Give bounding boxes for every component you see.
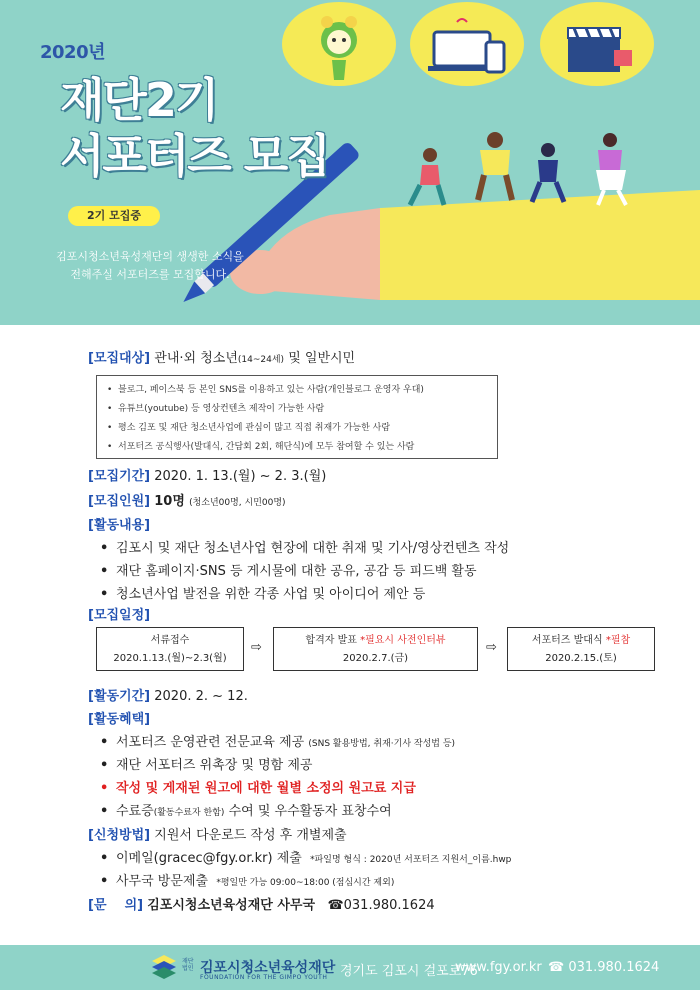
target-item: • 평소 김포 및 재단 청소년사업에 관심이 많고 직접 취재가 가능한 사람 — [107, 423, 391, 433]
contact-row — [88, 894, 435, 913]
contact-heading: [문 의] — [88, 898, 144, 913]
schedule-step-title: 서포터즈 발대식 *필참 — [531, 635, 631, 646]
activity-item: • 청소년사업 발전을 위한 각종 사업 및 아이디어 제안 등 — [100, 587, 426, 602]
count-row — [88, 490, 286, 509]
benefits-heading-row — [88, 708, 150, 727]
target-item: • 블로그, 페이스북 등 본인 SNS를 이용하고 있는 사람(개인블로그 운영자 우대) — [107, 385, 424, 395]
target-age: (14~24세) — [237, 355, 285, 365]
hero-description — [30, 248, 270, 284]
activity-item: • 재단 홈페이지·SNS 등 게시물에 대한 공유, 공감 등 피드백 활동 — [100, 564, 477, 579]
benefit-item: • 수료증(활동수료자 한함) 수여 및 우수활동자 표창수여 — [100, 804, 392, 819]
schedule-step-title: 서류접수 — [150, 635, 190, 646]
target-detail-box — [96, 375, 498, 459]
apply-visit-item: • 사무국 방문제출 *평일만 가능 09:00~18:00 (점심시간 제외) — [100, 874, 395, 889]
activity-heading: [활동내용] — [88, 518, 151, 533]
activity-heading-row — [88, 514, 150, 533]
page-title-line2: 서포터즈 모집 — [60, 129, 329, 183]
apply-row — [88, 824, 347, 843]
benefit-item: • 서포터즈 운영관련 전문교육 제공 (SNS 활용방법, 취재·기사 작성법 등) — [100, 735, 456, 750]
schedule-step-title: 합격자 발표 *필요시 사전인터뷰 — [305, 635, 446, 646]
contact-phone: ☎031.980.1624 — [327, 898, 435, 913]
schedule-step-date: 2020.2.15.(토) — [545, 653, 617, 664]
footer — [0, 945, 700, 990]
target-heading: [모집대상] — [88, 351, 151, 366]
footer-address: 경기도 김포시 걸포로76 — [340, 964, 478, 979]
target-text: 관내·외 청소년 — [154, 351, 238, 366]
period-heading: [모집기간] — [88, 469, 151, 484]
page-title-line1: 재단2기 — [60, 73, 218, 127]
footer-org: 김포시청소년육성재단 — [200, 960, 336, 976]
benefit-item: • 재단 서포터즈 위촉장 및 명함 제공 — [100, 758, 313, 773]
apply-email-item: • 이메일(gracec@fgy.or.kr) 제출 *파일명 형식 : 2020년 서포터즈 지원서_이름.hwp — [100, 851, 512, 866]
schedule-step — [507, 627, 655, 671]
schedule-heading: [모집일정] — [88, 608, 151, 623]
schedule-step — [96, 627, 244, 671]
period-row — [88, 465, 326, 484]
apply-text: 지원서 다운로드 작성 후 개별제출 — [154, 828, 347, 843]
arrow-right-icon: ⇨ — [486, 640, 497, 655]
benefits-heading: [활동혜택] — [88, 712, 151, 727]
schedule-step-date: 2020.1.13.(월)~2.3(월) — [113, 653, 227, 664]
period-text: 2020. 1. 13.(월) ~ 2. 3.(월) — [154, 469, 327, 484]
benefit-item-highlight: • 작성 및 게재된 원고에 대한 월별 소정의 원고료 지급 — [100, 781, 416, 796]
footer-phone: ☎ 031.980.1624 — [548, 960, 660, 975]
contact-org: 김포시청소년육성재단 사무국 — [147, 898, 316, 913]
hero-banner — [0, 0, 700, 325]
target-row — [88, 347, 355, 366]
hero-desc-line2: 전해주실 서포터즈를 모집합니다. — [70, 268, 230, 281]
arrow-right-icon: ⇨ — [251, 640, 262, 655]
footer-small-label: 재단 법인 — [182, 958, 194, 972]
target-item: • 유튜브(youtube) 등 영상컨텐츠 제작이 가능한 사람 — [107, 404, 325, 414]
footer-org-english: FOUNDATION FOR THE GIMPO YOUTH — [200, 974, 328, 981]
schedule-heading-row — [88, 604, 150, 623]
count-heading: [모집인원] — [88, 494, 151, 509]
year-label: 2020년 — [40, 42, 105, 63]
schedule-step — [273, 627, 478, 671]
count-detail: (청소년00명, 시민00명) — [189, 498, 286, 508]
mascot-circle — [282, 2, 396, 86]
activity-item: • 김포시 및 재단 청소년사업 현장에 대한 취재 및 기사/영상컨텐츠 작성 — [100, 541, 510, 556]
act-period-heading: [활동기간] — [88, 689, 151, 704]
foundation-logo-icon — [150, 953, 178, 983]
schedule-step-date: 2020.2.7.(금) — [342, 653, 409, 664]
count-value: 10명 — [154, 494, 185, 509]
act-period-text: 2020. 2. ~ 12. — [154, 689, 248, 704]
target-item: • 서포터즈 공식행사(발대식, 간담회 2회, 해단식)에 모두 참여할 수 있는 사람 — [107, 442, 415, 452]
clapperboard-circle — [540, 2, 654, 86]
laptop-circle — [410, 2, 524, 86]
recruiting-badge: 2기 모집중 — [68, 206, 160, 226]
hero-desc-line1: 김포시청소년육성재단의 생생한 소식을 — [56, 250, 244, 263]
apply-heading: [신청방법] — [88, 828, 151, 843]
target-text-post: 및 일반시민 — [284, 351, 356, 366]
people-running-illustration — [410, 132, 626, 205]
act-period-row — [88, 685, 248, 704]
footer-website[interactable]: www.fgy.or.kr — [455, 960, 542, 975]
